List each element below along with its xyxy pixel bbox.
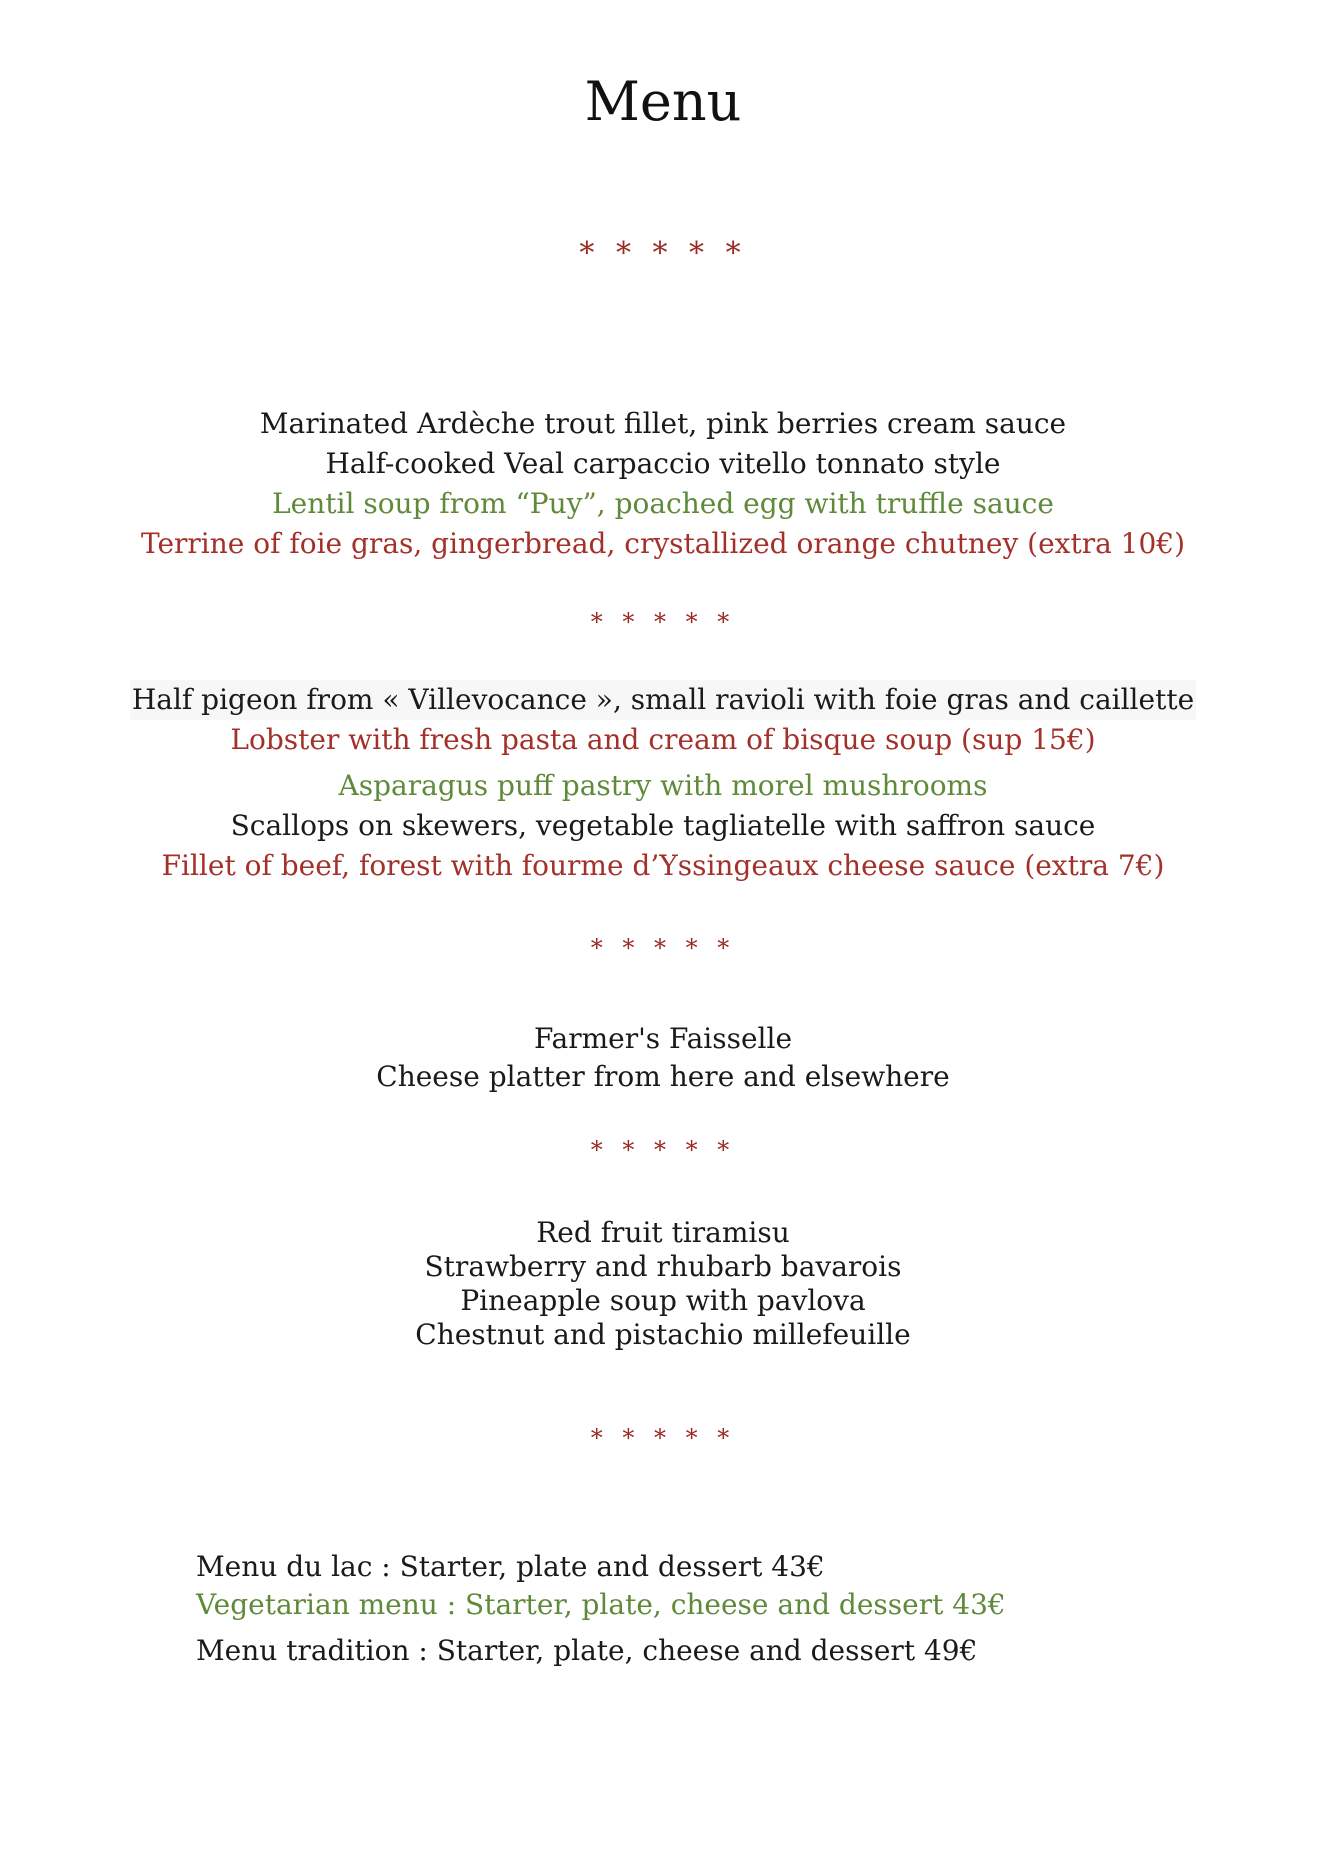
main-item-extra: Fillet of beef, forest with fourme d’Yssingeaux cheese sauce (extra 7€) — [161, 849, 1165, 882]
starter-item-vegetarian: Lentil soup from “Puy”, poached egg with truffle sauce — [272, 487, 1054, 520]
formula-item: Menu tradition : Starter, plate, cheese and dessert 49€ — [196, 1634, 978, 1667]
desserts-section — [0, 1216, 1326, 1352]
formula-item-vegetarian: Vegetarian menu : Starter, plate, cheese and dessert 43€ — [196, 1588, 1006, 1621]
main-item: Scallops on skewers, vegetable tagliatelle with saffron sauce — [230, 809, 1096, 842]
separator-stars: * * * * * — [590, 1136, 736, 1164]
dessert-item: Pineapple soup with pavlova — [460, 1284, 866, 1317]
separator-stars: * * * * * — [590, 934, 736, 962]
main-item-vegetarian: Asparagus puff pastry with morel mushrooms — [338, 769, 988, 802]
menu-formulas-section — [196, 1548, 1006, 1670]
mains-section — [0, 680, 1326, 886]
cheese-item: Farmer's Faisselle — [533, 1022, 793, 1055]
main-item: Half pigeon from « Villevocance », small ravioli with foie gras and caillette — [130, 680, 1196, 720]
main-item-supplement: Lobster with fresh pasta and cream of bisque soup (sup 15€) — [230, 723, 1096, 756]
dessert-item: Strawberry and rhubarb bavarois — [424, 1250, 902, 1283]
separator-stars: * * * * * — [590, 608, 736, 636]
starter-item: Marinated Ardèche trout fillet, pink berries cream sauce — [259, 407, 1067, 440]
dessert-item: Chestnut and pistachio millefeuille — [415, 1318, 911, 1351]
starter-item-extra: Terrine of foie gras, gingerbread, crystallized orange chutney (extra 10€) — [140, 527, 1186, 560]
separator-stars: * * * * * — [579, 236, 747, 271]
page-title: Menu — [584, 70, 742, 133]
starter-item: Half-cooked Veal carpaccio vitello tonnato style — [325, 447, 1001, 480]
separator-stars: * * * * * — [590, 1424, 736, 1452]
cheese-item: Cheese platter from here and elsewhere — [376, 1060, 950, 1093]
starters-section — [0, 404, 1326, 564]
cheese-section — [0, 1020, 1326, 1096]
formula-item: Menu du lac : Starter, plate and dessert 43€ — [196, 1550, 825, 1583]
dessert-item: Red fruit tiramisu — [536, 1216, 790, 1249]
